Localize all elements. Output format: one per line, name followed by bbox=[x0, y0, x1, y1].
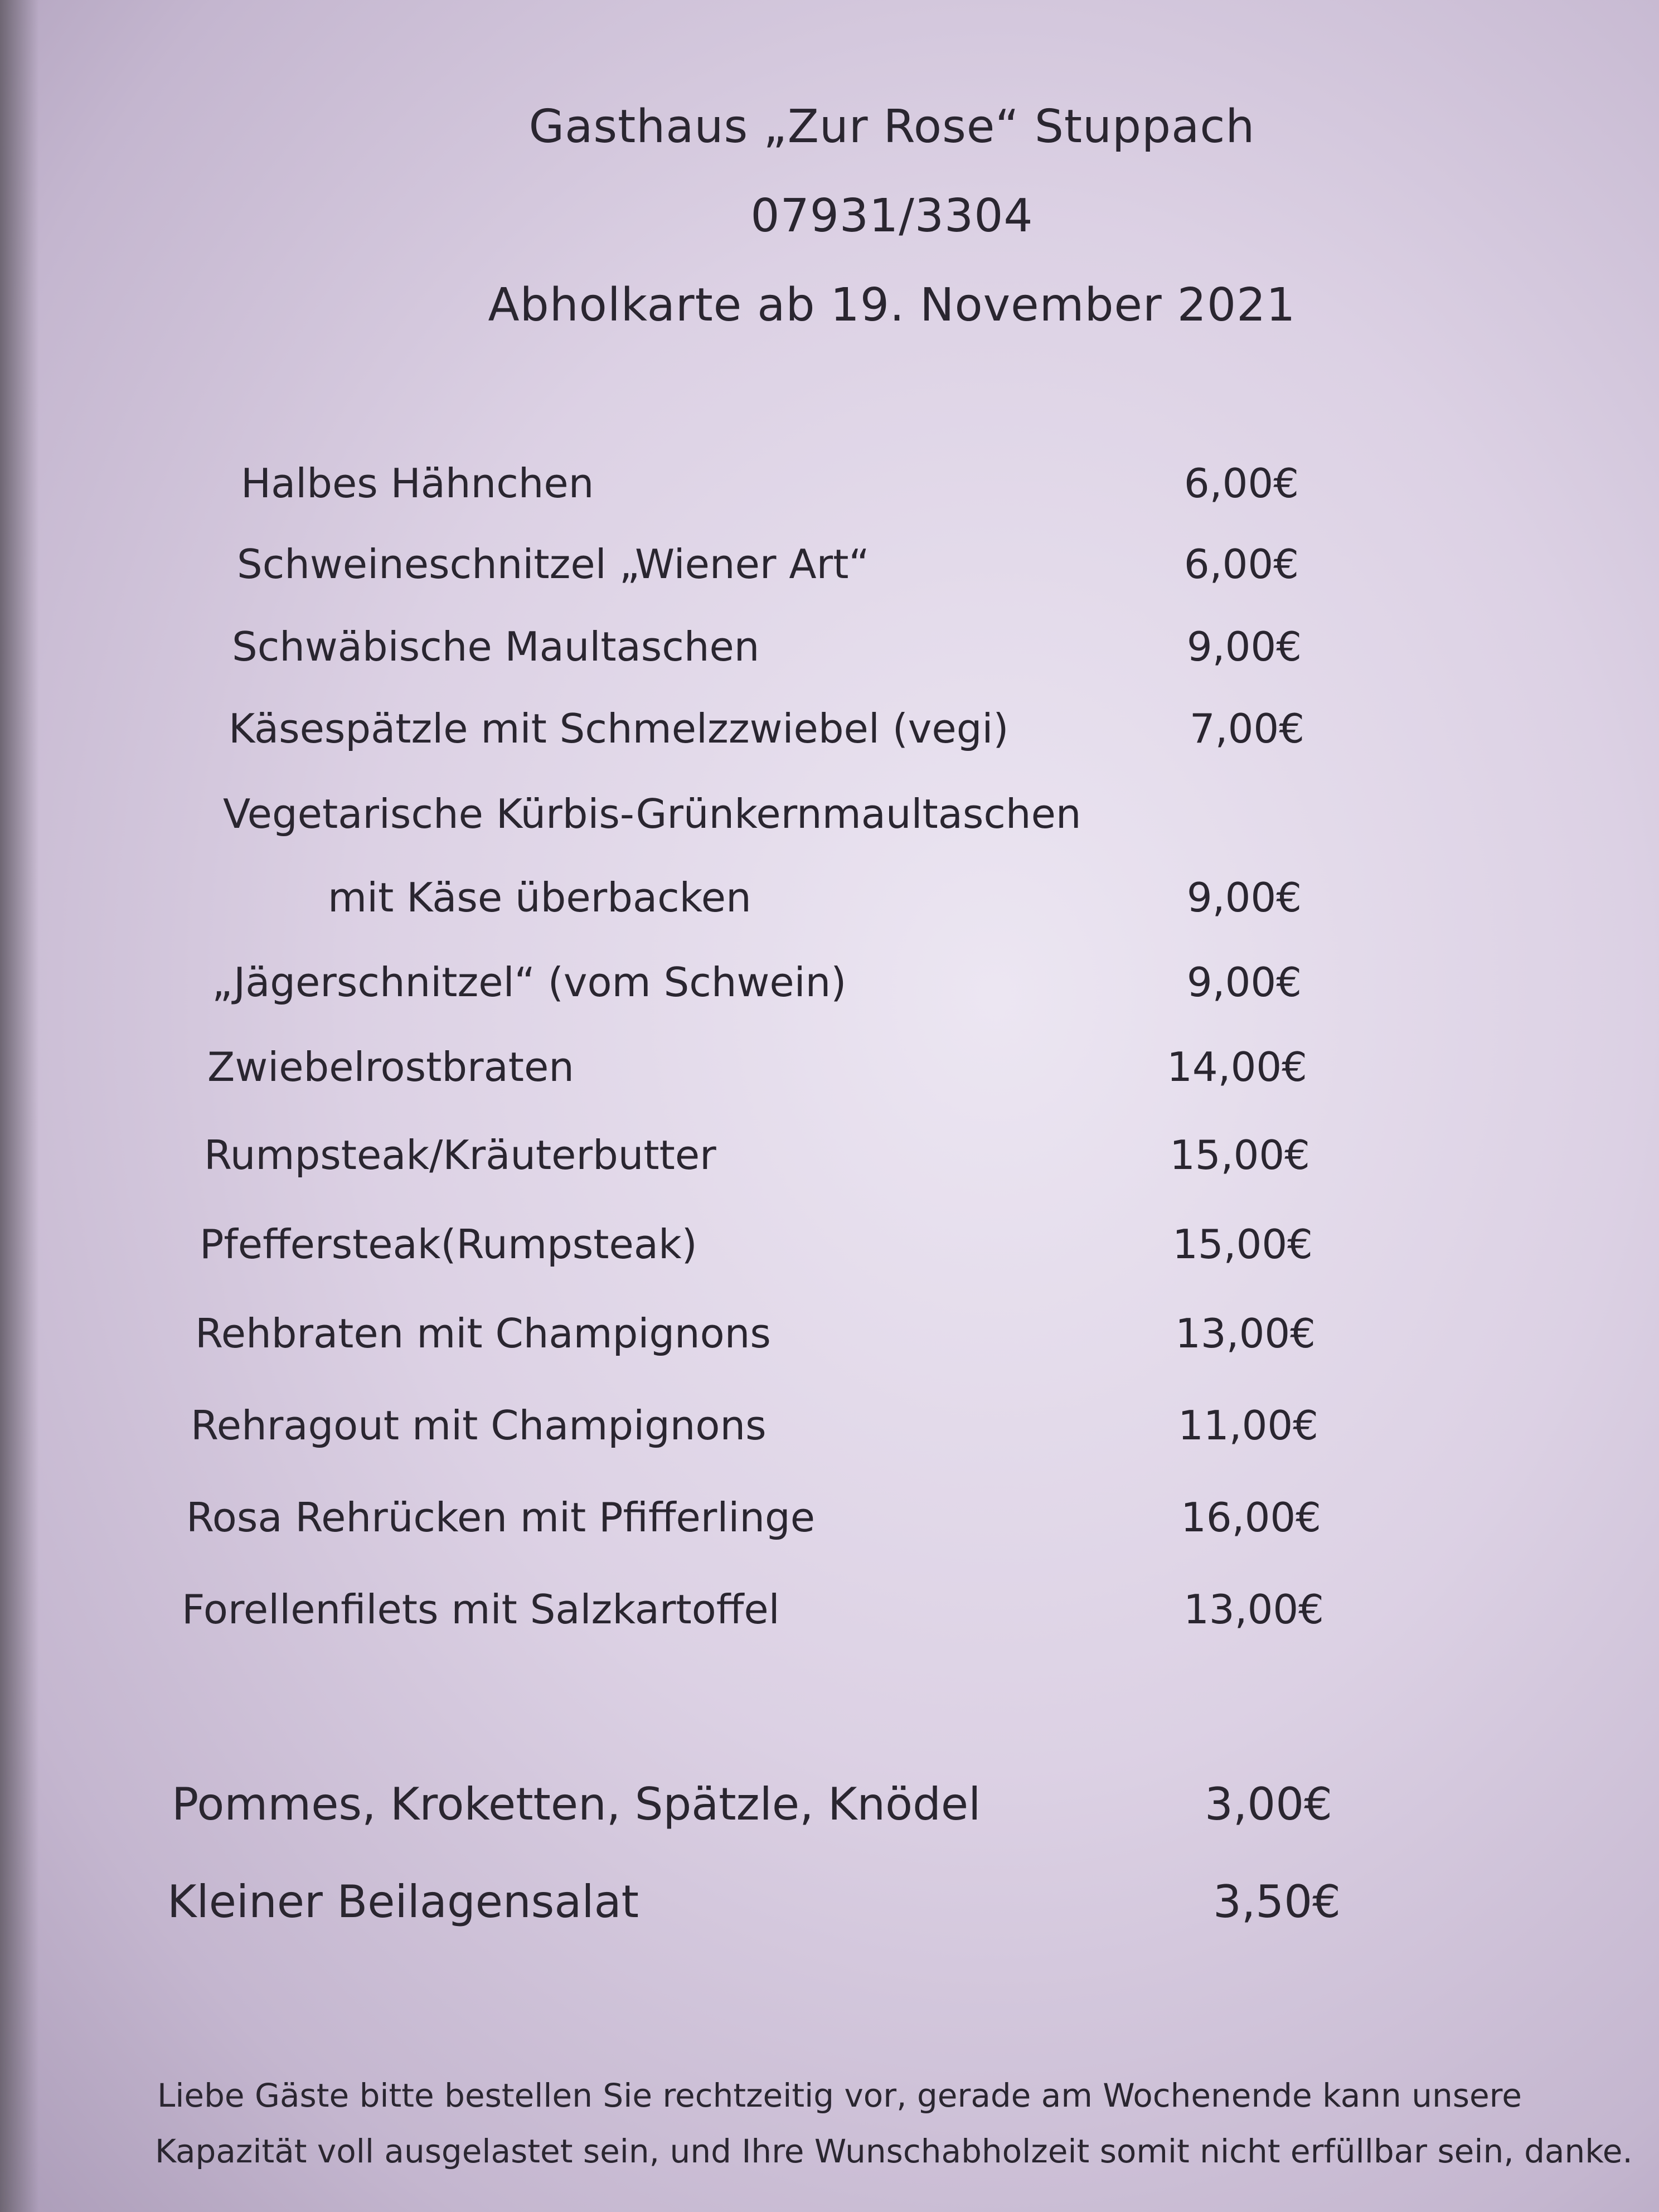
menu-item-name: Vegetarische Kürbis-Grünkernmaultaschen bbox=[223, 790, 1081, 837]
menu-item-name: Zwiebelrostbraten bbox=[207, 1044, 574, 1090]
menu-item-name: Rehbraten mit Champignons bbox=[195, 1310, 771, 1357]
side-item-price: 3,00€ bbox=[1204, 1778, 1332, 1830]
menu-item-name: Schweineschnitzel „Wiener Art“ bbox=[237, 541, 870, 588]
order-note-line: Liebe Gäste bitte bestellen Sie rechtzeitig vor, gerade am Wochenende kann unsere bbox=[157, 2077, 1522, 2114]
restaurant-title: Gasthaus „Zur Rose“ Stuppach bbox=[528, 100, 1255, 153]
menu-item-price: 15,00€ bbox=[1172, 1221, 1313, 1268]
menu-item-price: 9,00€ bbox=[1186, 874, 1302, 921]
side-item-name: Kleiner Beilagensalat bbox=[167, 1876, 639, 1928]
menu-item-name: Rehragout mit Champignons bbox=[191, 1402, 767, 1449]
side-item-price: 3,50€ bbox=[1212, 1876, 1341, 1928]
menu-item-name: Rosa Rehrücken mit Pfifferlinge bbox=[186, 1494, 816, 1541]
side-item-name: Pommes, Kroketten, Spätzle, Knödel bbox=[172, 1778, 981, 1830]
menu-item-name: „Jägerschnitzel“ (vom Schwein) bbox=[212, 959, 847, 1006]
menu-item-price: 7,00€ bbox=[1189, 705, 1304, 752]
menu-item-price: 16,00€ bbox=[1181, 1494, 1321, 1541]
menu-item-price: 6,00€ bbox=[1183, 460, 1299, 507]
page-edge-shadow bbox=[0, 0, 39, 2212]
menu-item-name: Käsespätzle mit Schmelzzwiebel (vegi) bbox=[229, 705, 1009, 752]
menu-item-name: Rumpsteak/Kräuterbutter bbox=[204, 1132, 716, 1178]
menu-item-price: 9,00€ bbox=[1186, 623, 1302, 670]
menu-item-price: 9,00€ bbox=[1186, 959, 1302, 1006]
menu-item-name: Pfeffersteak(Rumpsteak) bbox=[200, 1221, 697, 1268]
menu-item-name-line2: mit Käse überbacken bbox=[328, 874, 751, 921]
menu-item-price: 15,00€ bbox=[1170, 1132, 1310, 1178]
menu-item-name: Schwäbische Maultaschen bbox=[232, 623, 760, 670]
menu-item-price: 14,00€ bbox=[1167, 1044, 1307, 1090]
menu-subtitle: Abholkarte ab 19. November 2021 bbox=[488, 279, 1296, 332]
menu-item-price: 13,00€ bbox=[1183, 1586, 1324, 1633]
menu-item-name: Forellenfilets mit Salzkartoffel bbox=[182, 1586, 780, 1633]
menu-item-price: 13,00€ bbox=[1175, 1310, 1316, 1357]
order-note-line: Kapazität voll ausgelastet sein, und Ihre Wunschabholzeit somit nicht erfüllbar sein, danke. bbox=[155, 2132, 1633, 2170]
phone-number: 07931/3304 bbox=[750, 190, 1034, 242]
menu-item-price: 11,00€ bbox=[1178, 1402, 1318, 1449]
menu-item-price: 6,00€ bbox=[1183, 541, 1299, 588]
menu-item-name: Halbes Hähnchen bbox=[241, 460, 594, 507]
